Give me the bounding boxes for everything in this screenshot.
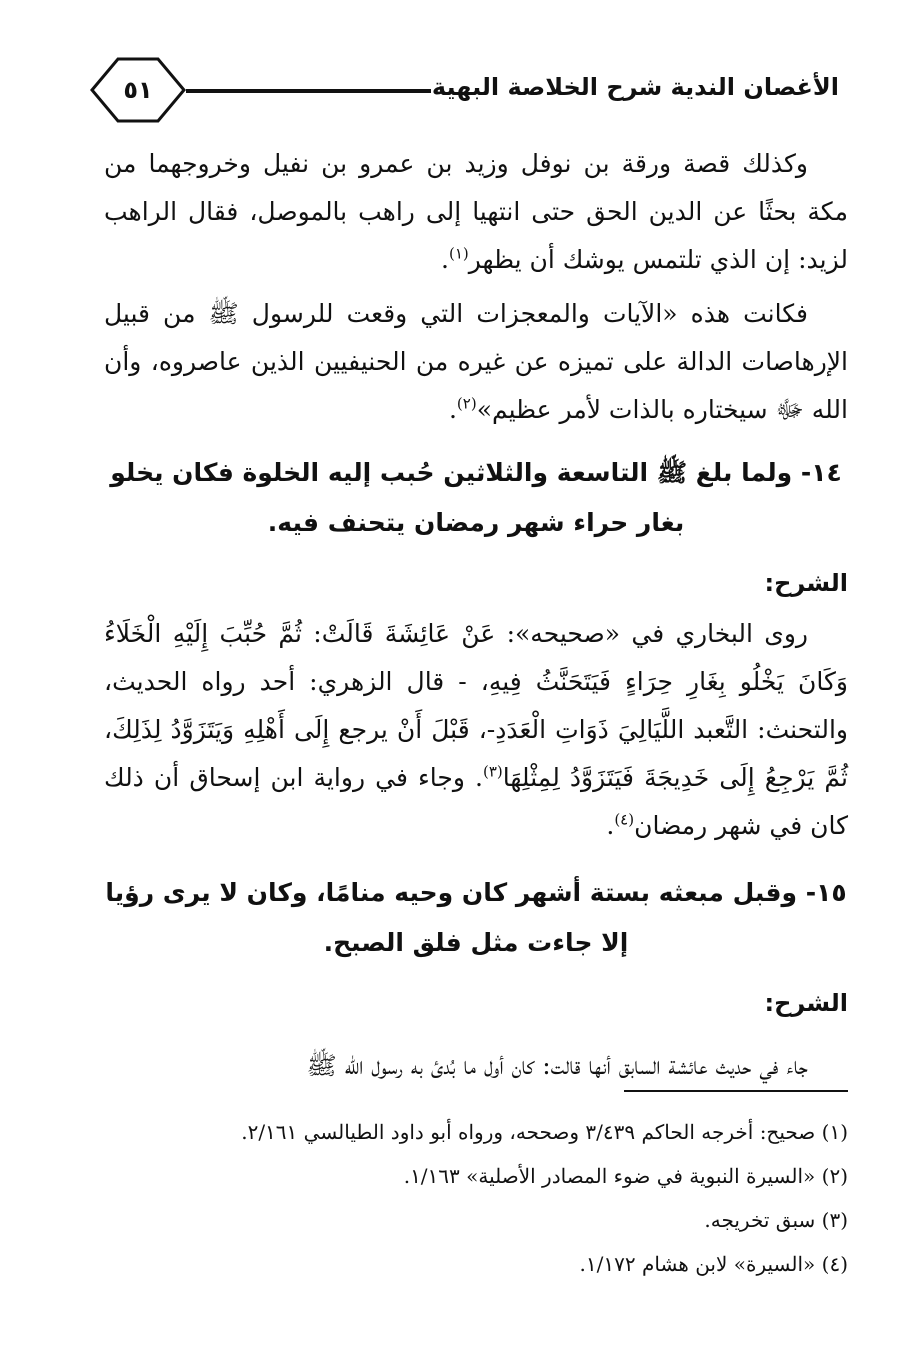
paragraph-2-end: . [448, 395, 457, 424]
paragraph-3-text: روى البخاري في «صحيحه»: عَنْ عَائِشَةَ قَالَتْ: ثُمَّ حُبِّبَ إِلَيْهِ الْخَلَاءُ وَكَانَ يَخْلُو بِغَارِ حِرَاءٍ فَيَتَحَنَّثُ فِيهِ، - قال الزهري: أحد رواه الحديث، والتحنث: التَّعبد اللَّيَالِيَ ذَوَاتِ الْعَدَدِ-، قَبْلَ أَنْ يرجع إِلَى أَهْلِهِ وَيَتَزَوَّدُ لِذَلِكَ، ثُمَّ يَرْجِعُ إِلَى خَدِيجَةَ فَيَتَزَوَّدُ لِمِثْلِهَا [104, 619, 849, 792]
paragraph-3-middle: . وجاء في رواية ابن إسحاق أن ذلك كان في شهر رمضان [104, 763, 848, 840]
paragraph-2 [104, 290, 848, 435]
footnotes [104, 1110, 848, 1290]
footnote-ref-3: (٣) [483, 762, 503, 781]
paragraph-2-text: فكانت هذه «الآيات والمعجزات التي وقعت للرسول ﷺ من قبيل الإرهاصات الدالة على تميزه عن غيره من الحنيفيين الذين عاصروه، وأن الله ﷻ سيختاره بالذات لأمر عظيم» [104, 299, 848, 424]
footnote-divider [624, 1090, 848, 1092]
paragraph-4-text: جاء في حديث عائشة السابق أنها قالت: كان أول ما بُدئ به رسول الله ﷺ [306, 1051, 808, 1080]
footnote-3: (٣) سبق تخريجه. [704, 1208, 848, 1232]
footnote-ref-1: (١) [448, 244, 469, 263]
paragraph-3 [104, 610, 848, 855]
footnote-1: (١) صحيح: أخرجه الحاكم ٣/٤٣٩ وصححه، ورواه أبو داود الطيالسي ٢/١٦١. [241, 1120, 848, 1144]
commentary-label-2: الشرح: [764, 989, 848, 1017]
footnote-2: (٢) «السيرة النبوية في ضوء المصادر الأصلية» ١/١٦٣. [403, 1164, 848, 1188]
paragraph-3-end: . [606, 811, 615, 840]
section-heading-14: ١٤- ولما بلغ ﷺ التاسعة والثلاثين حُبب إليه الخلوة فكان يخلو بغار حراء شهر رمضان يتحنف فيه. [110, 458, 842, 537]
paragraph-1-text: وكذلك قصة ورقة بن نوفل وزيد بن عمرو بن نفيل وخروجهما من مكة بحثًا عن الدين الحق حتى انتهيا إلى راهب بالموصل، فقال الراهب لزيد: إن الذي تلتمس يوشك أن يظهر [104, 149, 848, 274]
page-number: ٥١ [123, 76, 153, 104]
paragraph-1-end: . [441, 245, 449, 274]
page-header [88, 55, 848, 125]
footnote-ref-2: (٢) [456, 394, 477, 413]
paragraph-1 [104, 140, 848, 285]
running-head-title: الأغصان الندية شرح الخلاصة البهية [431, 73, 839, 101]
paragraph-4 [104, 1042, 848, 1102]
section-heading-15: ١٥- وقبل مبعثه بستة أشهر كان وحيه منامًا، وكان لا يرى رؤيا إلا جاءت مثل فلق الصبح. [105, 878, 847, 957]
page-number-badge [88, 55, 188, 125]
commentary-label-1: الشرح: [764, 569, 848, 597]
footnote-4: (٤) «السيرة» لابن هشام ١/١٧٢. [579, 1252, 848, 1276]
header-rule [186, 89, 431, 93]
footnote-ref-4: (٤) [614, 810, 635, 829]
